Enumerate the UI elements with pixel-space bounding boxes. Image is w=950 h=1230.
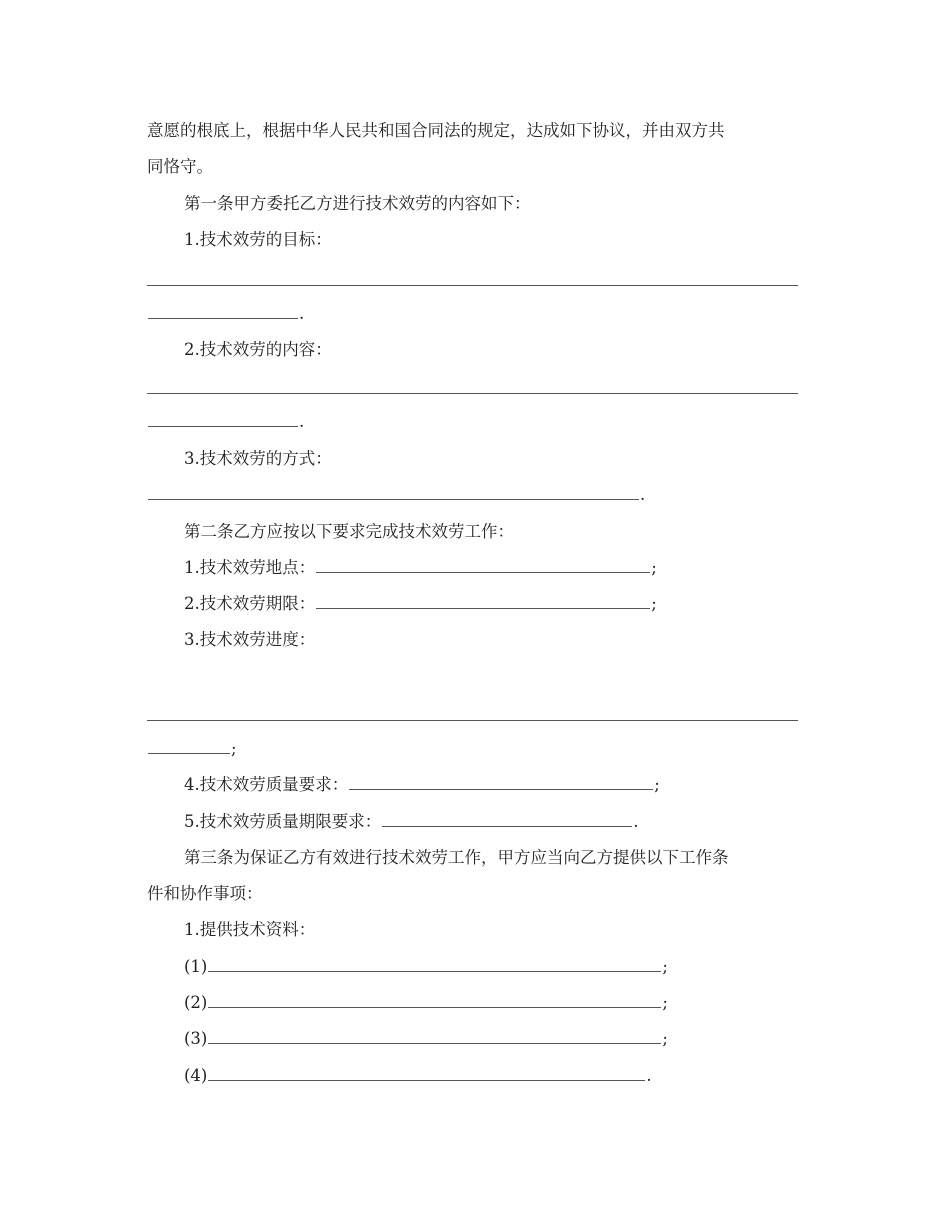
semicolon-mark: ; xyxy=(654,775,660,794)
tech-material-line-4 xyxy=(184,1058,652,1094)
article1-item3-label: 3.技术效劳的方式： xyxy=(184,449,332,468)
article1-title: 第一条甲方委托乙方进行技术效劳的内容如下： xyxy=(184,194,531,213)
intro-line-1: 意愿的根底上，根据中华人民共和国合同法的规定，达成如下协议，并由双方共 xyxy=(147,121,725,140)
article1-item1-blank[interactable] xyxy=(148,298,298,319)
tech-material-line-1 xyxy=(184,949,668,985)
article2-item1-label: 1.技术效劳地点： xyxy=(184,558,316,577)
intro-line-2: 同恪守。 xyxy=(147,157,213,176)
semicolon-mark: ; xyxy=(231,739,237,758)
semicolon-mark: ; xyxy=(651,594,657,613)
article3-title-line2: 件和协作事项： xyxy=(147,884,263,903)
quality-requirement-blank[interactable] xyxy=(349,769,653,790)
tech-material-blank-2[interactable] xyxy=(208,987,661,1008)
article1-item3-blank[interactable] xyxy=(148,479,639,500)
service-progress-blank-end xyxy=(147,731,237,767)
article1-item1-blank-end xyxy=(147,296,304,332)
tech-material-line-2 xyxy=(184,985,668,1021)
period-mark: . xyxy=(299,304,305,323)
semicolon-mark: ; xyxy=(662,1029,668,1048)
article2-item4 xyxy=(184,767,660,803)
service-progress-blank-full[interactable] xyxy=(147,720,798,721)
tech-material-line-3 xyxy=(184,1021,668,1057)
article2-item1 xyxy=(184,550,657,586)
period-mark: . xyxy=(646,1066,652,1085)
period-mark: . xyxy=(633,812,639,831)
article1-item3-blank-line xyxy=(147,477,645,513)
article2-item4-label: 4.技术效劳质量要求： xyxy=(184,775,349,794)
tech-material-blank-4[interactable] xyxy=(208,1060,645,1081)
article2-item3-label: 3.技术效劳进度： xyxy=(184,630,316,649)
article2-item2 xyxy=(184,586,657,622)
article1-item1-label: 1.技术效劳的目标： xyxy=(184,230,332,249)
article3-title-line1: 第三条为保证乙方有效进行技术效劳工作，甲方应当向乙方提供以下工作条 xyxy=(184,848,729,867)
semicolon-mark: ; xyxy=(651,558,657,577)
tech-material-blank-3[interactable] xyxy=(208,1023,661,1044)
sub-item-1-label: (1) xyxy=(184,957,208,976)
article3-item1-label: 1.提供技术资料： xyxy=(184,920,316,939)
service-location-blank[interactable] xyxy=(316,552,650,573)
quality-period-blank[interactable] xyxy=(382,806,632,827)
semicolon-mark: ; xyxy=(662,993,668,1012)
article2-item5-label: 5.技术效劳质量期限要求： xyxy=(184,812,382,831)
semicolon-mark: ; xyxy=(662,957,668,976)
service-progress-blank[interactable] xyxy=(148,733,230,754)
article2-title: 第二条乙方应按以下要求完成技术效劳工作： xyxy=(184,522,514,541)
article1-item2-blank-full[interactable] xyxy=(147,393,798,394)
tech-material-blank-1[interactable] xyxy=(208,951,661,972)
period-mark: . xyxy=(640,485,646,504)
article2-item5 xyxy=(184,804,639,840)
article1-item2-blank[interactable] xyxy=(148,406,298,427)
sub-item-4-label: (4) xyxy=(184,1066,208,1085)
article1-item2-label: 2.技术效劳的内容： xyxy=(184,340,332,359)
article2-item2-label: 2.技术效劳期限： xyxy=(184,594,316,613)
service-period-blank[interactable] xyxy=(316,588,650,609)
sub-item-3-label: (3) xyxy=(184,1029,208,1048)
article1-item1-blank-full[interactable] xyxy=(147,285,798,286)
period-mark: . xyxy=(299,412,305,431)
sub-item-2-label: (2) xyxy=(184,993,208,1012)
article1-item2-blank-end xyxy=(147,404,304,440)
